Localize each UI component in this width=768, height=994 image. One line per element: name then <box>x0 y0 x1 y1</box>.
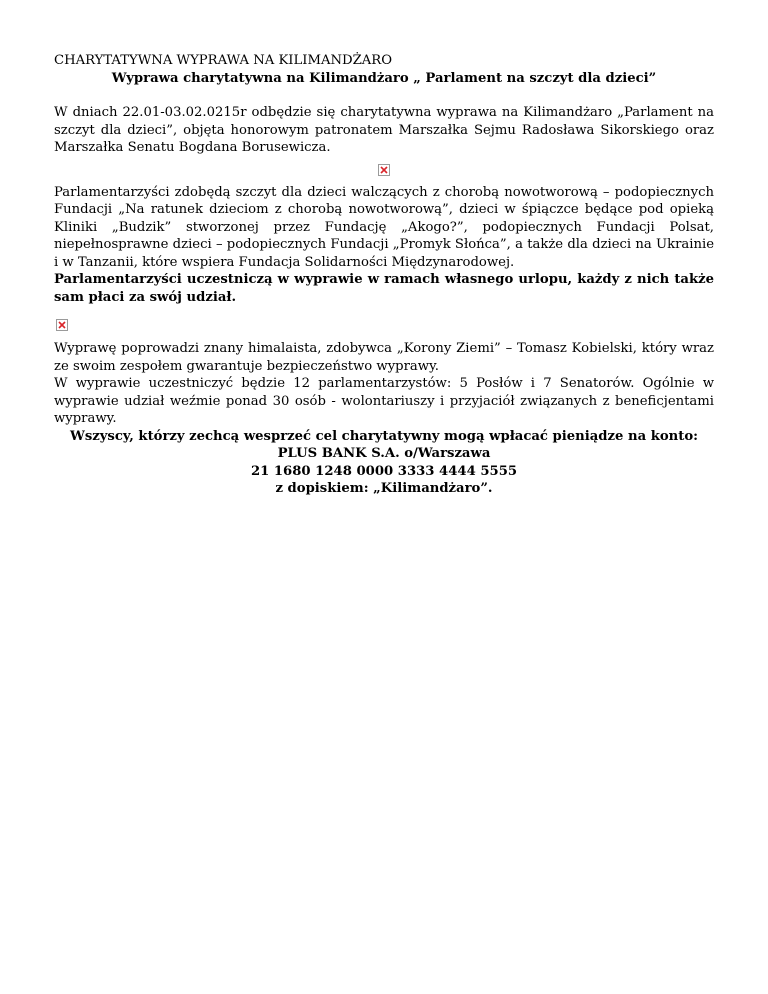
intro-paragraph: W dniach 22.01-03.02.0215r odbędzie się charytatywna wyprawa na Kilimandżaro „Parlament na szczyt dla dzieci”, objęta honorowym patronatem Marszałka Sejmu Radosława Sikorskiego oraz Marszałka Senatu Bogdana Borusewicza. <box>54 105 714 155</box>
account-number: 21 1680 1248 0000 3333 4444 5555 <box>250 463 518 479</box>
document-heading: CHARYTATYWNA WYPRAWA NA KILIMANDŻARO <box>54 53 393 68</box>
document-title: Wyprawa charytatywna na Kilimandżaro „ Parlament na szczyt dla dzieci” <box>111 70 657 86</box>
broken-image-icon <box>56 319 68 331</box>
funding-note-paragraph: Parlamentarzyści uczestniczą w wyprawie w ramach własnego urlopu, każdy z nich także sam płaci za swój udział. <box>54 272 714 305</box>
broken-image-icon <box>378 164 390 176</box>
leader-paragraph: Wyprawę poprowadzi znany himalaista, zdobywca „Korony Ziemi” – Tomasz Kobielski, który wraz ze swoim zespołem gwarantuje bezpieczeństwo wyprawy. <box>54 341 714 374</box>
transfer-note: z dopiskiem: „Kilimandżaro”. <box>275 481 493 496</box>
beneficiaries-paragraph: Parlamentarzyści zdobędą szczyt dla dzieci walczących z chorobą nowotworową – podopiecznych Fundacji „Na ratunek dzieciom z chorobą nowotworową”, dzieci w śpiączce będące pod opieką Kliniki „Budzik” stworzonej przez Fundację „Akogo?”, podopiecznych Fundacji Polsat, niepełnosprawne dzieci – podopiecznych Fundacji „Promyk Słońca”, a także dla dzieci na Ukrainie i w Tanzanii, które wspiera Fundacja Solidarności Międzynarodowej. <box>54 184 714 270</box>
donation-line: Wszyscy, którzy zechcą wesprzeć cel charytatywny mogą wpłacać pieniądze na konto: PLUS BANK S.A. o/Warszawa <box>70 428 698 461</box>
participants-paragraph: W wyprawie uczestniczyć będzie 12 parlamentarzystów: 5 Posłów i 7 Senatorów. Ogólnie w wyprawie udział weźmie ponad 30 osób - wolontariuszy i przyjaciół związanych z beneficjentami wyprawy. <box>54 376 714 426</box>
document-page <box>54 52 714 498</box>
